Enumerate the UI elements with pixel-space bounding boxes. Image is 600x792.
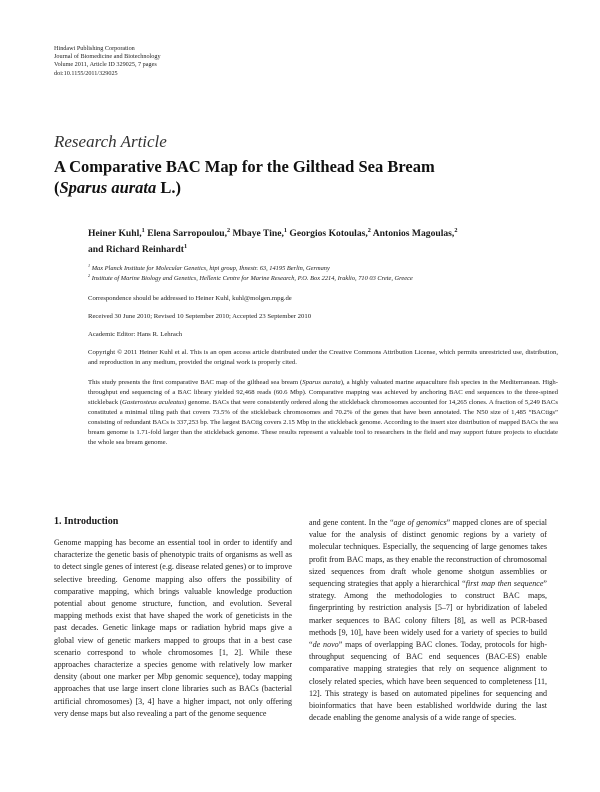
author: and Richard Reinhardt$^1$ [88, 242, 188, 255]
title-suffix: L.) [156, 178, 182, 197]
affiliation-2: $^2$ Institute of Marine Biology and Genetics, Hellenic Centre for Marine Research, P.O. Box 2214, Iraklio, 710 03 Crete, Greece [88, 272, 413, 282]
author-list [88, 226, 558, 257]
body-column-left: Genome mapping has become an essential tool in order to identify and characterize the genetic basis of phenotypic traits of organisms as well as to detect single genes of interest (e.g. disease related genes) or to improve selective breeding. Genome mapping also offers the possibility of comparative mapping, which brings valuable knowledge production potential about genome structure, function, and evolution. Several mapping methods exist that have shaped the work of geneticists in the past decades. Genetic linkage maps or radiation hybrid maps give a global view of genetic markers mapped to groups that in a best case scenario correspond to whole chromosomes [1, 2]. While these approaches characterize a species genome with relatively low marker density (about one marker per Mbp genomic sequence), today mapping approaches that use large insert clone libraries such as BACs (bacterial artificial chromosomes) [3, 4] have a higher impact, not only offering very dense maps but also revealing a part of the genome sequence [54, 538, 292, 718]
dates: Received 30 June 2010; Revised 10 September 2010; Accepted 23 September 2010 [88, 313, 312, 320]
publisher: Hindawi Publishing Corporation [54, 45, 135, 52]
author: Antonios Magoulas,$^2$ [370, 226, 458, 239]
affiliation-1: $^1$ Max Planck Institute for Molecular Genetics, htpi group, Ihnestr. 63, 14195 Berlin, Germany [88, 262, 330, 272]
volume-info: Volume 2011, Article ID 329025, 7 pages [54, 61, 157, 69]
doi: doi:10.1155/2011/329025 [54, 69, 118, 77]
title-line-1: A Comparative BAC Map for the Gilthead Sea Bream [54, 157, 435, 176]
author: Georgios Kotoulas,$^2$ [287, 226, 371, 239]
journal-header [54, 45, 161, 78]
body-column-right: and gene content. In the “age of genomics” mapped clones are of special value for the analysis of distinct genomic regions by a variety of molecular techniques. Especially, the sequencing of large genomes takes profit from BAC maps, as they enable the reconstruction of chromosomal sized sequences from draft whole genome shotgun assemblies or sequencing strategies that apply a hierarchical “first map then sequence” strategy. Among the methodologies to construct BAC maps, fingerprinting by restriction analysis [5–7] or hybridization of labeled marker sequences to BAC colony filters [8], as well as PCR-based methods [9, 10], have been widely used for a variety of species to build “de novo” maps of overlapping BAC clones. Today, protocols for high-throughput sequencing of BAC end sequences (BAC-ES) enable comparative mapping strategies that rely on sequence alignment to closely related species, which have been sequenced to completeness [11, 12]. This strategy is based on automated pipelines for sequencing and bioinformatics that have been established worldwide during the last decade enabling the genome analysis of a wide range of species. [309, 518, 547, 723]
author: Elena Sarropoulou,$^2$ [144, 226, 231, 239]
paper-title [54, 156, 435, 198]
journal-name: Journal of Biomedicine and Biotechnology [54, 53, 161, 61]
correspondence: Correspondence should be addressed to Heiner Kuhl, kuhl@molgen.mpg.de [88, 295, 292, 302]
academic-editor: Academic Editor: Hans R. Lehrach [88, 331, 183, 338]
title-species: Sparus aurata [59, 178, 157, 197]
author: Mbaye Tine,$^1$ [230, 226, 287, 239]
copyright: Copyright © 2011 Heiner Kuhl et al. This is an open access article distributed under the Creative Commons Attribution License, which permits unrestricted use, distribution, and reproduction in any medium, provided the original work is properly cited. [88, 349, 558, 366]
section-heading-introduction: 1. Introduction [54, 516, 119, 527]
article-type: Research Article [54, 132, 167, 151]
abstract: This study presents the first comparative BAC map of the gilthead sea bream (Sparus aurata), a highly valuated marine aquaculture fish species in the Mediterranean. High-throughput end sequencing of a BAC library yielded 92,468 reads (60.6 Mbp). Comparative mapping was achieved by anchoring BAC end sequences to the three-spined stickleback (Gasterosteus aculeatus) genome. BACs that were consistently ordered along the stickleback chromosomes accounted for 14,265 clones. A fraction of 5,249 BACs constituted a minimal tiling path that covers 73.5% of the stickleback chromosomes and 70.2% of the genes that have been annotated. The N50 size of 1,485 “BACtigs” consisting of redundant BACs is 337,253 bp. The largest BACtig covers 2.15 Mbp in the stickleback genome. According to the insert size distribution of mapped BACs the sea bream genome is 1.71-fold larger than the stickleback genome. These results represent a valuable tool to researchers in the field and may support future projects to elucidate the whole sea bream genome. [88, 379, 558, 446]
title-line-2 [54, 177, 435, 198]
title-paren: ( [54, 178, 60, 197]
author: Heiner Kuhl,$^1$ [88, 226, 145, 239]
